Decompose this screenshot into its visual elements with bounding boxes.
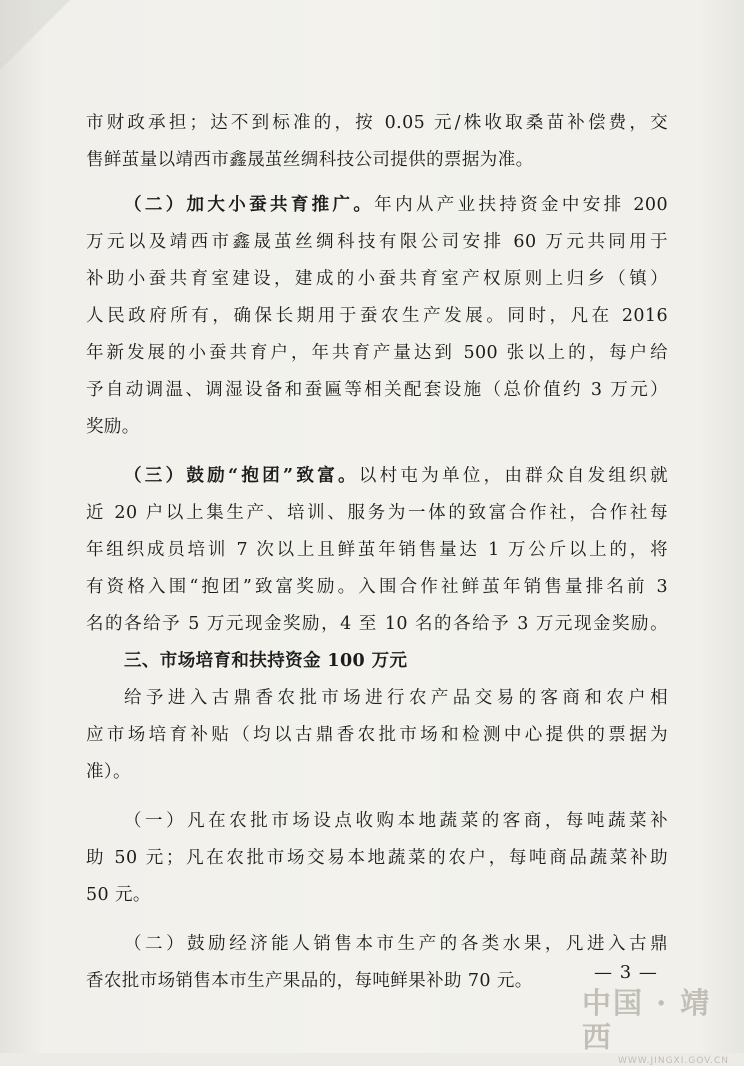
- text-line-16: 给予进入古鼎香农批市场进行农产品交易的客商和农户相: [124, 688, 668, 708]
- section-heading-3: （三）鼓励“抱团”致富。: [124, 466, 359, 486]
- watermark-logo: 中国 · 靖西: [582, 986, 712, 1054]
- text-line-13: 有资格入围“抱团”致富奖励。入围合作社鲜茧年销售量排名前 3: [86, 577, 668, 597]
- text-line-22: （二）鼓励经济能人销售本市生产的各类水果，凡进入古鼎: [124, 934, 668, 954]
- text-line-23: 香农批市场销售本市生产果品的，每吨鲜果补助 70 元。: [86, 971, 533, 991]
- text-line-12: 年组织成员培训 7 次以上且鲜茧年销售量达 1 万公斤以上的，将: [86, 540, 668, 560]
- text-line-1: 市财政承担；达不到标准的，按 0.05 元/株收取桑苗补偿费，交: [86, 113, 668, 133]
- paragraph-heading-line-2: [86, 187, 668, 224]
- text-line-18: 准）。: [86, 762, 131, 782]
- paragraph-heading-line-3: [86, 458, 668, 495]
- section-heading-2: （二）加大小蚕共育推广。: [124, 195, 375, 215]
- watermark-url: WWW.JINGXI.GOV.CN: [618, 1056, 729, 1066]
- page-number: — 3 —: [594, 962, 658, 983]
- text-line-21: 50 元。: [86, 885, 151, 905]
- text-line-4: 万元以及靖西市鑫晟茧丝绸科技有限公司安排 60 万元共同用于: [86, 232, 668, 252]
- text-line-6: 人民政府所有，确保长期用于蚕农生产发展。同时，凡在 2016: [86, 306, 668, 326]
- section-text-2: 年内从产业扶持资金中安排 200: [374, 195, 668, 215]
- text-line-8: 予自动调温、调湿设备和蚕匾等相关配套设施（总价值约 3 万元）: [86, 380, 668, 400]
- section-text-3: 以村屯为单位，由群众自发组织就: [358, 466, 668, 486]
- text-line-20: 助 50 元；凡在农批市场交易本地蔬菜的农户，每吨商品蔬菜补助: [86, 848, 668, 868]
- text-line-14: 名的各给予 5 万元现金奖励，4 至 10 名的各给予 3 万元现金奖励。: [86, 614, 668, 634]
- text-line-9: 奖励。: [86, 417, 140, 437]
- text-line-2: 售鲜茧量以靖西市鑫晟茧丝绸科技公司提供的票据为准。: [86, 150, 534, 170]
- text-line-11: 近 20 户以上集生产、培训、服务为一体的致富合作社，合作社每: [86, 503, 668, 523]
- text-line-7: 年新发展的小蚕共育户，年共育产量达到 500 张以上的，每户给: [86, 343, 668, 363]
- section-title-3: 三、市场培育和扶持资金 100 万元: [124, 651, 408, 671]
- page-corner-shadow: [0, 0, 70, 70]
- text-line-5: 补助小蚕共育室建设，建成的小蚕共育室产权原则上归乡（镇）: [86, 269, 668, 289]
- text-line-19: （一）凡在农批市场设点收购本地蔬菜的客商，每吨蔬菜补: [124, 811, 668, 831]
- text-line-17: 应市场培育补贴（均以古鼎香农批市场和检测中心提供的票据为: [86, 725, 668, 745]
- document-body: [86, 105, 668, 1000]
- watermark: [582, 986, 729, 1066]
